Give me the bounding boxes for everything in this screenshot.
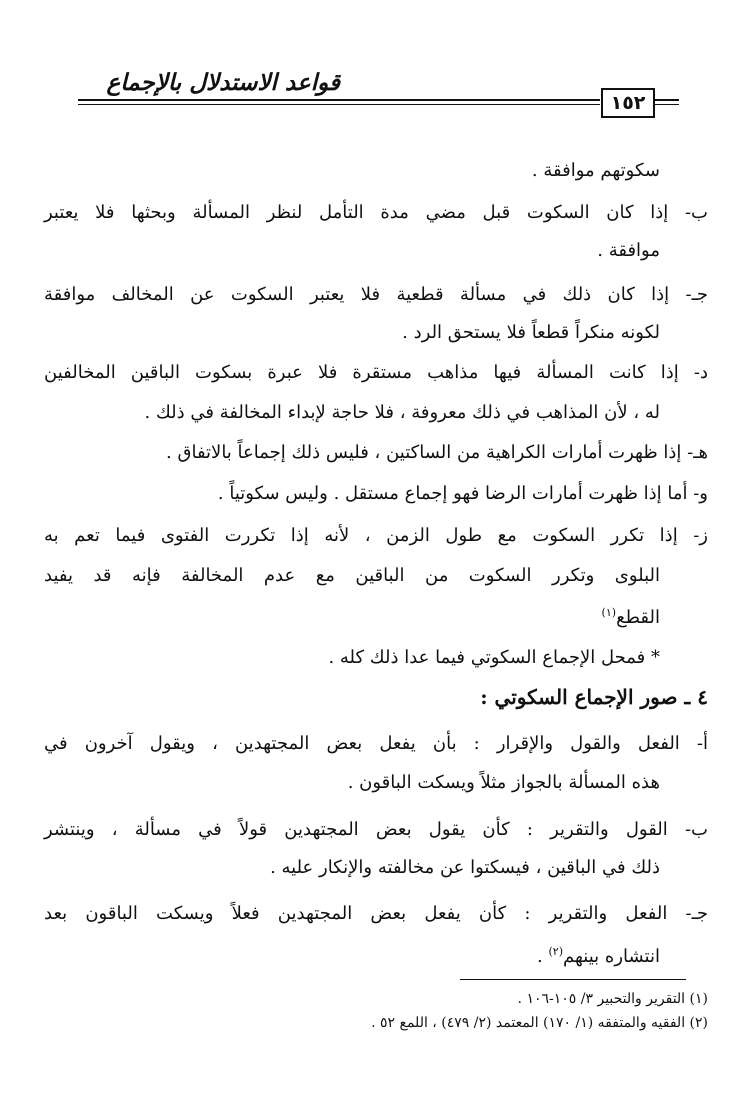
- footnote: (١) التقرير والتحبير ٣/ ١٠٥-١٠٦ .: [517, 991, 708, 1007]
- text-line: ذلك في الباقين ، فيسكتوا عن مخالفته والإنكار عليه .: [270, 857, 660, 878]
- text-line: لكونه منكراً قطعاً فلا يستحق الرد .: [402, 322, 660, 343]
- page-number-dash: [655, 99, 679, 101]
- text-line: ب- إذا كان السكوت قبل مضي مدة التأمل لنظر المسألة وبحثها فلا يعتبر: [44, 202, 708, 223]
- footnote-ref-1: (١): [601, 606, 617, 619]
- text-line: [602, 600, 660, 631]
- footnote: (٢) الفقيه والمتفقه (١/ ١٧٠) المعتمد (٢/ ٤٧٩) ، اللمع ٥٢ .: [371, 1015, 708, 1031]
- text-line: موافقة .: [597, 240, 660, 261]
- text-line: و- أما إذا ظهرت أمارات الرضا فهو إجماع مستقل . وليس سكوتياً .: [217, 483, 708, 504]
- header-rule-thin: [78, 104, 600, 105]
- footnote-ref-2: (٢): [548, 945, 564, 958]
- page-number: ١٥٢: [601, 88, 655, 118]
- text-line: ز- إذا تكرر السكوت مع طول الزمن ، لأنه إذا تكررت الفتوى فيما تعم به: [44, 525, 708, 546]
- text-segment: .: [537, 946, 549, 967]
- running-header-title: قواعد الاستدلال بالإجماع: [106, 70, 340, 96]
- page-number-dash-thin: [655, 104, 679, 105]
- text-line: جـ- الفعل والتقرير : كأن يفعل بعض المجتهدين فعلاً ويسكت الباقون بعد: [44, 903, 708, 924]
- text-line: جـ- إذا كان ذلك في مسألة قطعية فلا يعتبر السكوت عن المخالف موافقة: [44, 284, 708, 305]
- text-line: * فمحل الإجماع السكوتي فيما عدا ذلك كله .: [328, 647, 660, 668]
- section-heading: ٤ ـ صور الإجماع السكوتي :: [480, 685, 708, 709]
- text-line: هذه المسألة بالجواز مثلاً ويسكت الباقون .: [347, 772, 660, 793]
- text-line: د- إذا كانت المسألة فيها مذاهب مستقرة فلا عبرة بسكوت الباقين المخالفين: [44, 362, 708, 383]
- text-line: البلوى وتكرر السكوت من الباقين مع عدم المخالفة فإنه قد يفيد: [44, 565, 660, 586]
- text-line: [537, 939, 660, 970]
- text-line: له ، لأن المذاهب في ذلك معروفة ، فلا حاجة لإبداء المخالفة في ذلك .: [144, 402, 660, 423]
- header-rule: [78, 99, 600, 101]
- text-line: أ- الفعل والقول والإقرار : بأن يفعل بعض المجتهدين ، ويقول آخرون في: [44, 733, 708, 754]
- text-line: سكوتهم موافقة .: [531, 160, 660, 181]
- text-line: ب- القول والتقرير : كأن يقول بعض المجتهدين قولاً في مسألة ، وينتشر: [44, 819, 708, 840]
- footnote-rule: [460, 979, 686, 980]
- text-segment: انتشاره بينهم: [563, 946, 660, 967]
- text-line: هـ- إذا ظهرت أمارات الكراهية من الساكتين ، فليس ذلك إجماعاً بالاتفاق .: [166, 442, 708, 463]
- text-segment: القطع: [616, 607, 660, 628]
